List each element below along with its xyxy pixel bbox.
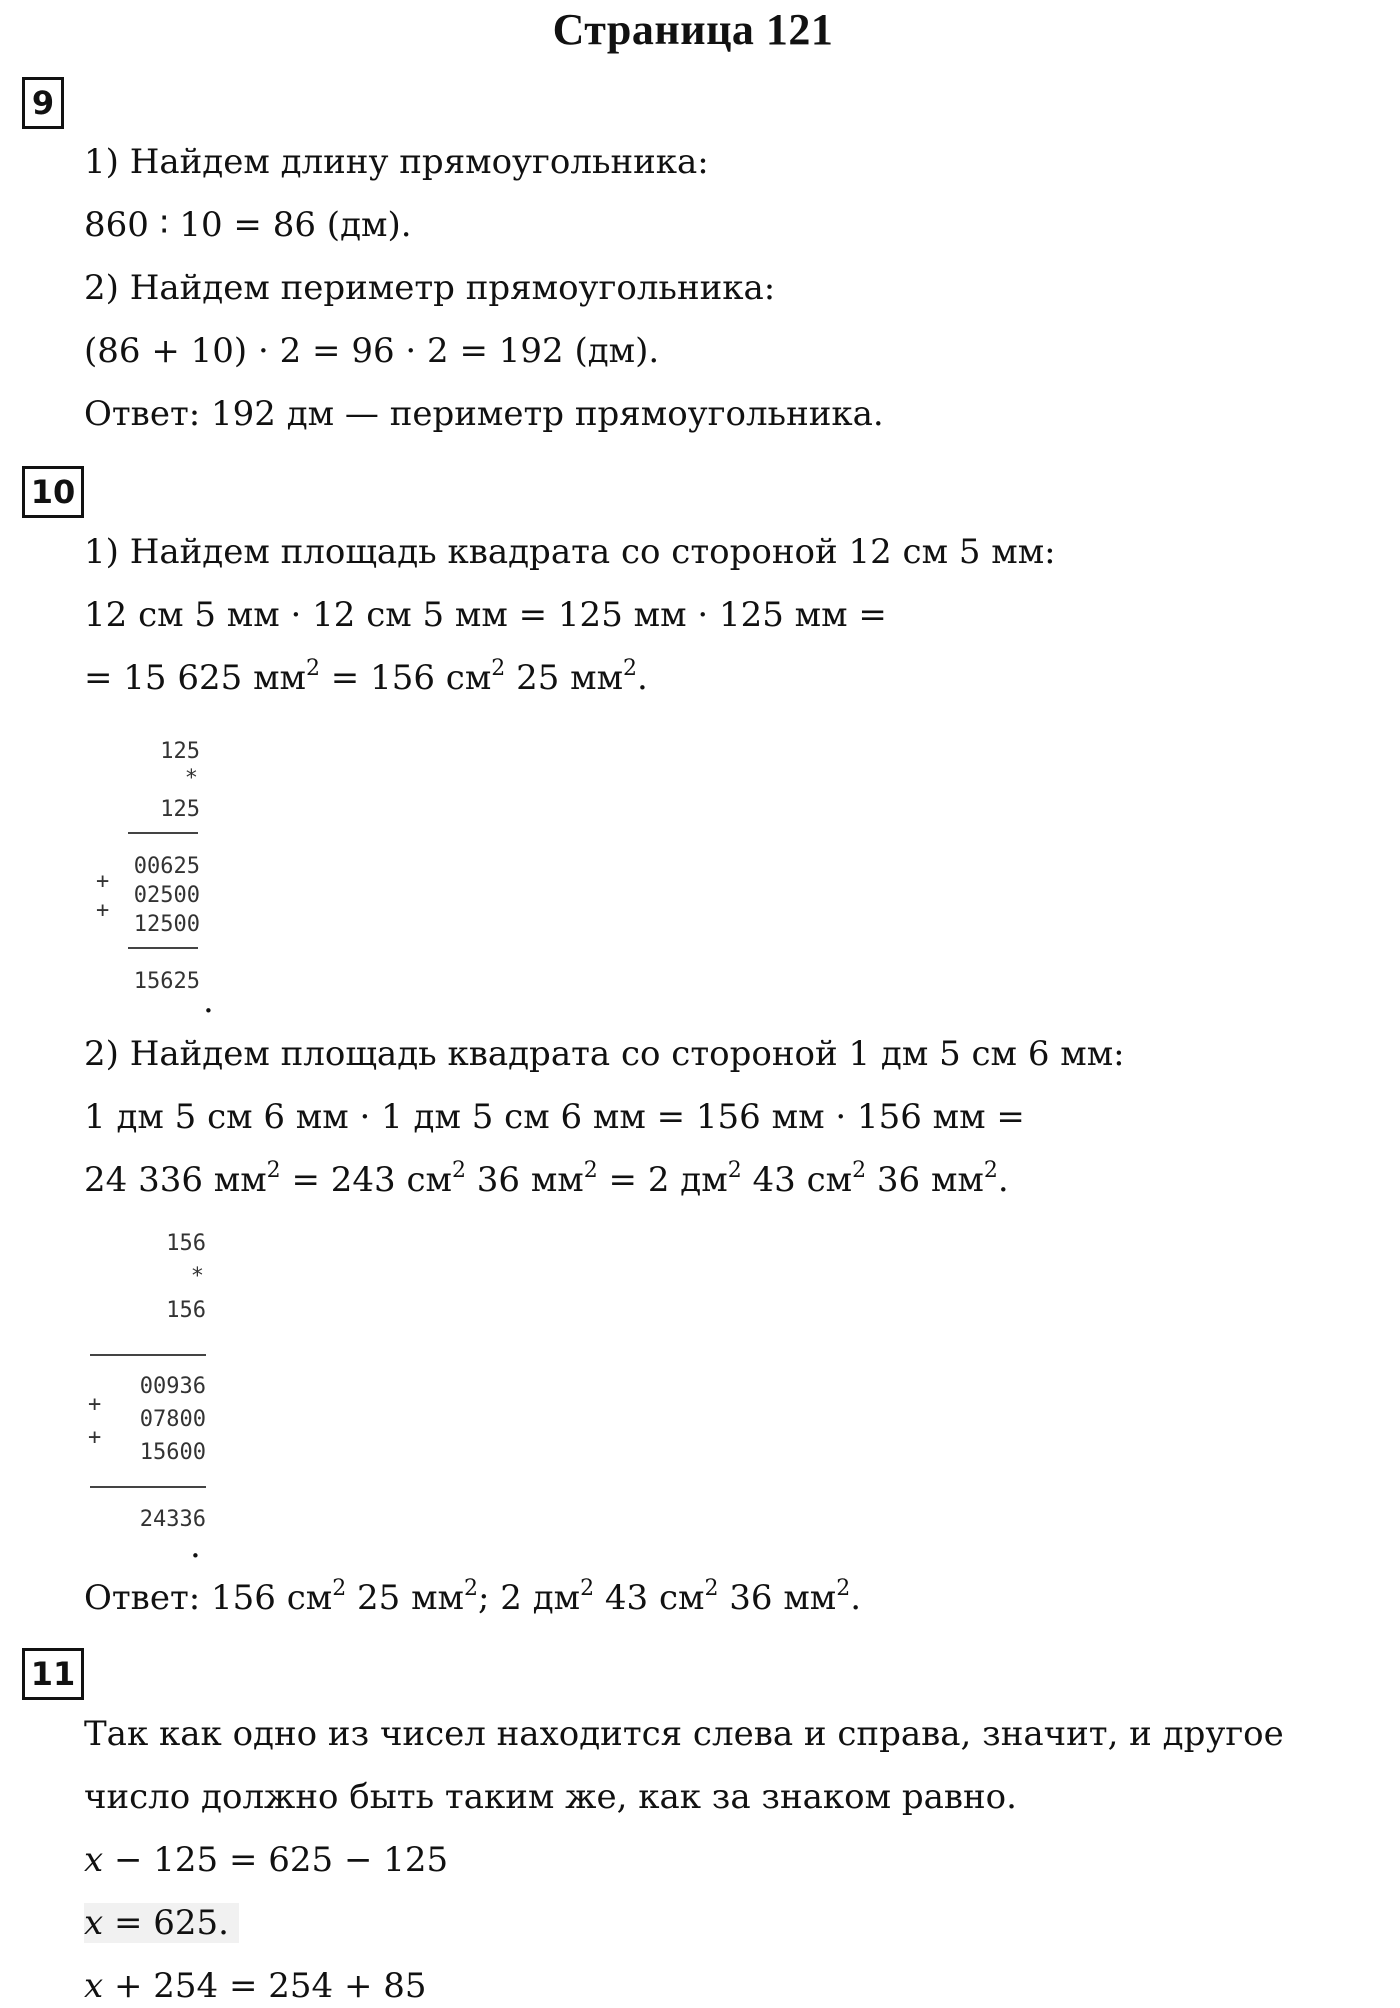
calc2-factor-a: 156: [166, 1231, 206, 1256]
calc1-operator: *: [184, 766, 198, 791]
calc1-result: 15625: [133, 969, 200, 994]
calc2-line-top: [90, 1354, 206, 1356]
task-number-11: 11: [22, 1648, 84, 1700]
task11-text-1: Так как одно из чисел находится слева и справа, значит, и другое: [84, 1714, 1284, 1754]
calc1-factor-a: 125: [160, 739, 200, 764]
calc1-trailing-dot: .: [203, 981, 214, 1021]
calc1-partial-2: 02500: [133, 883, 200, 908]
calc2-plus-1: +: [88, 1392, 102, 1417]
task9-line-3: 2) Найдем периметр прямоугольника:: [84, 268, 776, 308]
task9-line-4: (86 + 10) · 2 = 96 · 2 = 192 (дм).: [84, 331, 660, 371]
task11-equation-1: x − 125 = 625 − 125: [84, 1840, 449, 1880]
calc2-result: 24336: [139, 1507, 206, 1532]
calc1-line-top: [128, 832, 198, 834]
column-multiplication-2: [88, 1232, 206, 1532]
calc2-line-bottom: [90, 1486, 206, 1488]
calc1-factor-b: 125: [160, 797, 200, 822]
task10-step2-heading: 2) Найдем площадь квадрата со стороной 1 дм 5 см 6 мм:: [84, 1034, 1125, 1074]
task9-line-2: 860 ∶ 10 = 86 (дм).: [84, 205, 412, 245]
task-number-10: 10: [22, 466, 84, 518]
calc2-factor-b: 156: [166, 1298, 206, 1323]
task11-equation-2: x = 625.: [84, 1901, 239, 1945]
calc1-partial-3: 12500: [133, 912, 200, 937]
task-number-9: 9: [22, 77, 64, 129]
calc2-partial-2: 07800: [139, 1407, 206, 1432]
calc1-plus-2: +: [96, 898, 110, 923]
task11-equation-3: x + 254 = 254 + 85: [84, 1966, 427, 2006]
calc2-partial-3: 15600: [139, 1440, 206, 1465]
task10-step1-result: = 15 625 $мм^2 = 156$ $см^2$ 25 $мм^2$.: [84, 656, 648, 698]
task11-text-2: число должно быть таким же, как за знаком равно.: [84, 1777, 1017, 1817]
calc2-partial-1: 00936: [139, 1374, 206, 1399]
calc2-plus-2: +: [88, 1425, 102, 1450]
column-multiplication-1: [90, 740, 200, 1010]
task9-answer: Ответ: 192 дм — периметр прямоугольника.: [84, 394, 884, 434]
task10-step1-heading: 1) Найдем площадь квадрата со стороной 12 см 5 мм:: [84, 532, 1056, 572]
calc1-plus-1: +: [96, 869, 110, 894]
calc1-partial-1: 00625: [133, 854, 200, 879]
task9-line-1: 1) Найдем длину прямоугольника:: [84, 142, 709, 182]
calc2-trailing-dot: .: [190, 1526, 201, 1566]
task10-answer: Ответ: 156 $см^2$ 25 $мм^2$; 2 $дм^2$ 43 $см^2$ 36 $мм^2$.: [84, 1576, 862, 1618]
calc2-operator: *: [190, 1264, 204, 1289]
task10-step2-result: 24 336 $мм^2 = 243$ $см^2$ 36 $мм^2 = 2$ $дм^2$ 43 $см^2$ 36 $мм^2$.: [84, 1158, 1009, 1200]
calc1-line-bottom: [128, 947, 198, 949]
page-title: Страница 121: [552, 5, 834, 54]
task10-step1-expression: 12 см 5 мм · 12 см 5 мм = 125 мм · 125 мм =: [84, 595, 887, 635]
task10-step2-expression: 1 дм 5 см 6 мм · 1 дм 5 см 6 мм = 156 мм · 156 мм =: [84, 1097, 1025, 1137]
